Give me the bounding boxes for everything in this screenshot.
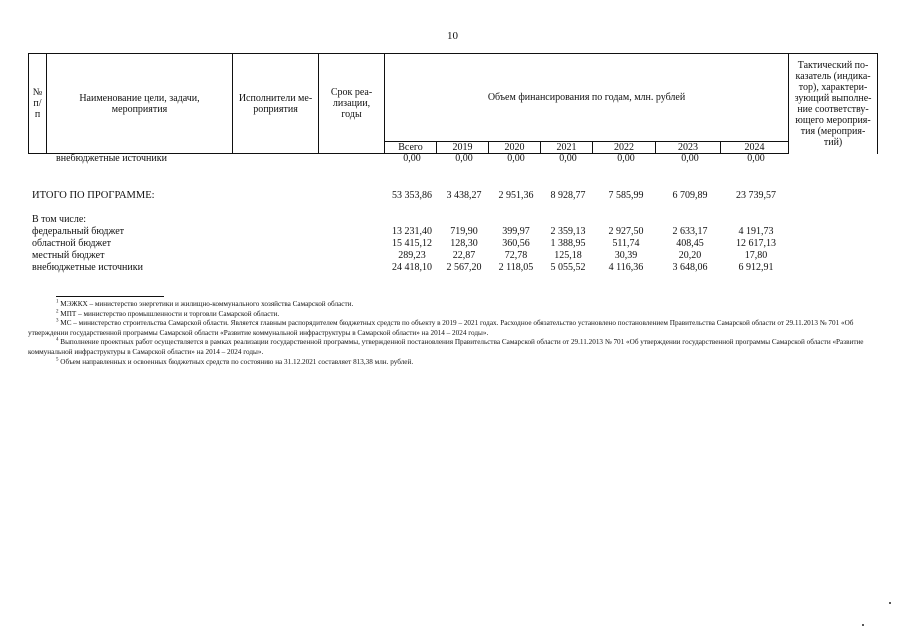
footnote-divider [56, 296, 164, 297]
col-2024: 2024 [721, 142, 789, 154]
footnote-3 [28, 319, 876, 338]
footnote-mark: 3 [56, 318, 59, 324]
cell-total: 289,23 [398, 250, 426, 261]
cell-2019: 128,30 [450, 238, 478, 249]
header-tactical-text: Тактический по- казатель (индика- тор), характери- зующий выполне- ние соответству- ющего мероприя- тия (мероприя- тий) [794, 59, 872, 148]
cell-2019: 3 438,27 [446, 190, 482, 201]
header-name-text: Наименование цели, задачи, мероприятия [79, 92, 200, 115]
header-num-text: № п/п [32, 87, 43, 120]
cell-2022: 4 116,36 [608, 262, 644, 273]
cell-total: 53 353,86 [392, 190, 432, 201]
row-label: областной бюджет [32, 238, 112, 249]
header-period-text: Срок реа- лизации, годы [330, 87, 373, 120]
cell-2023: 6 709,89 [672, 190, 708, 201]
col-2021: 2021 [541, 142, 593, 154]
table-row [28, 238, 877, 250]
cell-2023: 2 633,17 [672, 226, 708, 237]
cell-2024: 12 617,13 [736, 238, 776, 249]
footnote-mark: 1 [56, 299, 59, 305]
cell-2024: 17,80 [744, 250, 768, 261]
row-label: внебюджетные источники [32, 262, 143, 273]
header-executors-text: Исполнители ме- роприятия [238, 92, 313, 115]
header-name [47, 54, 233, 154]
header-tactical [789, 54, 878, 154]
cell-2020: 2 951,36 [498, 190, 534, 201]
cell-total: 0,00 [403, 153, 421, 164]
scan-speck [862, 624, 864, 626]
footnote-text: МС – министерство строительства Самарской области. Является главным распорядителем бюджетных средств по объекту в 2019 – 2021 годах. Расходное обязательство установлено постановлением Правительства Самарской области от 29.11.2013 № 701 «Об утверждении государственной программы Самарской области «Развитие коммунальной инфраструктуры в Самарской области» на 2014 – 2024 годы». [28, 319, 854, 337]
cell-2022: 0,00 [617, 153, 635, 164]
footnote-2 [28, 310, 876, 320]
cell-2021: 5 055,52 [550, 262, 586, 273]
table-row [28, 250, 877, 262]
cell-2020: 72,78 [504, 250, 528, 261]
header-period [319, 54, 385, 154]
col-2020: 2020 [489, 142, 541, 154]
cell-2021: 1 388,95 [550, 238, 586, 249]
cell-2024: 4 191,73 [738, 226, 774, 237]
footnote-mark: 5 [56, 357, 59, 363]
cell-2020: 360,56 [502, 238, 530, 249]
cell-2024: 6 912,91 [738, 262, 774, 273]
footnote-text: Объем направленных и освоенных бюджетных средств по состоянию на 31.12.2021 составляет 813,38 млн. рублей. [60, 357, 414, 366]
col-total: Всего [385, 142, 437, 154]
row-label: ИТОГО ПО ПРОГРАММЕ: [32, 190, 155, 201]
cell-2023: 408,45 [676, 238, 704, 249]
footnote-mark: 2 [56, 309, 59, 315]
cell-2023: 3 648,06 [672, 262, 708, 273]
cell-2022: 2 927,50 [608, 226, 644, 237]
cell-total: 13 231,40 [392, 226, 432, 237]
financing-table-header [28, 53, 877, 154]
cell-2020: 0,00 [507, 153, 525, 164]
footnote-1 [28, 300, 876, 310]
table-row [28, 262, 877, 274]
page-number: 10 [447, 30, 458, 42]
header-financing [385, 54, 789, 142]
header-financing-text: Объем финансирования по годам, млн. рублей [487, 92, 686, 103]
cell-2023: 20,20 [678, 250, 702, 261]
col-2022: 2022 [593, 142, 656, 154]
cell-2022: 30,39 [614, 250, 638, 261]
cell-2021: 0,00 [559, 153, 577, 164]
footnotes [28, 300, 876, 367]
footnote-mark: 4 [56, 337, 59, 343]
row-label: местный бюджет [32, 250, 105, 261]
table-row [28, 226, 877, 238]
header-executors [233, 54, 319, 154]
cell-2021: 125,18 [554, 250, 582, 261]
cell-2019: 0,00 [455, 153, 473, 164]
cell-2023: 0,00 [681, 153, 699, 164]
row-label: федеральный бюджет [32, 226, 125, 237]
row-label: внебюджетные источники [56, 153, 167, 164]
table-row [28, 214, 877, 226]
scan-speck [889, 602, 891, 604]
footnote-text: МПТ – министерство промышленности и торговли Самарской области. [60, 309, 280, 318]
cell-2021: 8 928,77 [550, 190, 586, 201]
cell-2020: 399,97 [502, 226, 530, 237]
footnote-text: МЭЖКХ – министерство энергетики и жилищно-коммунального хозяйства Самарской области. [60, 300, 354, 308]
cell-2022: 511,74 [612, 238, 640, 249]
table-row [28, 190, 877, 202]
col-2019: 2019 [437, 142, 489, 154]
cell-total: 24 418,10 [392, 262, 432, 273]
cell-total: 15 415,12 [392, 238, 432, 249]
footnote-4 [28, 338, 876, 357]
table-row [28, 153, 877, 165]
cell-2021: 2 359,13 [550, 226, 586, 237]
cell-2024: 0,00 [747, 153, 765, 164]
footnote-text: Выполнение проектных работ осуществляется в рамках реализации государственной программы, утвержденной постановления Правительства Самарской области от 29.11.2013 № 701 «Об утверждении государственной программы Самарской области «Развитие коммунальной инфраструктуры в Самарской области» на 2014 – 2024 годы». [28, 338, 864, 356]
row-label: В том числе: [32, 214, 87, 225]
cell-2024: 23 739,57 [736, 190, 776, 201]
cell-2019: 2 567,20 [446, 262, 482, 273]
cell-2022: 7 585,99 [608, 190, 644, 201]
cell-2020: 2 118,05 [498, 262, 534, 273]
footnote-5 [28, 358, 876, 368]
col-2023: 2023 [656, 142, 721, 154]
cell-2019: 719,90 [450, 226, 478, 237]
header-num [29, 54, 47, 154]
cell-2019: 22,87 [452, 250, 476, 261]
